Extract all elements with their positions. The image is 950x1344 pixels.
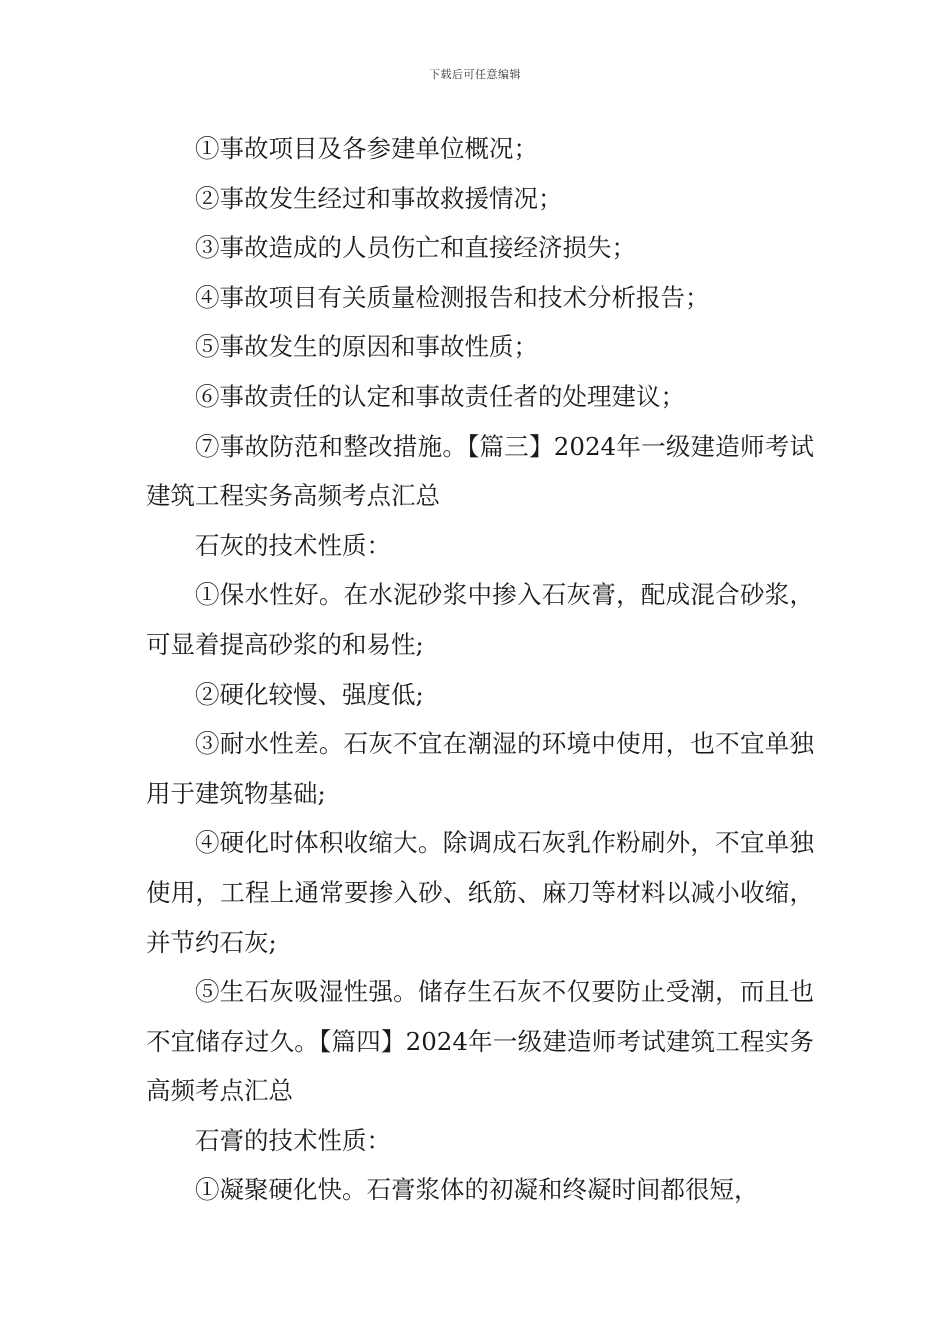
- paragraph-gypsum-heading: 石膏的技术性质：: [195, 1125, 391, 1155]
- paragraph-accident-item-3: ③事故造成的人员伤亡和直接经济损失；: [195, 233, 636, 263]
- paragraph-lime-item-2: ②硬化较慢、强度低;: [195, 679, 424, 709]
- paragraph-accident-item-4: ④事故项目有关质量检测报告和技术分析报告；: [195, 282, 710, 312]
- paragraph-lime-heading: 石灰的技术性质：: [195, 530, 391, 560]
- paragraph-accident-item-2: ②事故发生经过和事故救援情况；: [195, 183, 563, 213]
- paragraph-lime-item-1: ①保水性好。在水泥砂浆中掺入石灰膏，配成混合砂浆，可显着提高砂浆的和易性;: [146, 580, 814, 659]
- paragraph-lime-item-4: ④硬化时体积收缩大。除调成石灰乳作粉刷外，不宜单独使用，工程上通常要掺入砂、纸筋、麻刀等材料以减小收缩，并节约石灰;: [146, 828, 814, 957]
- paragraph-lime-item-3: ③耐水性差。石灰不宜在潮湿的环境中使用，也不宜单独用于建筑物基础;: [146, 729, 814, 808]
- paragraph-lime-item-5-section-four: ⑤生石灰吸湿性强。储存生石灰不仅要防止受潮，而且也不宜储存过久。【篇四】2024年一级建造师考试建筑工程实务高频考点汇总: [146, 977, 814, 1106]
- paragraph-accident-item-5: ⑤事故发生的原因和事故性质；: [195, 332, 538, 362]
- page-header-note: 下载后可任意编辑: [429, 68, 521, 81]
- paragraph-gypsum-item-1: ①凝聚硬化快。石膏浆体的初凝和终凝时间都很短，: [195, 1175, 759, 1205]
- document-body: [146, 124, 814, 1215]
- paragraph-accident-item-6: ⑥事故责任的认定和事故责任者的处理建议；: [195, 381, 685, 411]
- paragraph-accident-item-7-section-three: ⑦事故防范和整改措施。【篇三】2024年一级建造师考试建筑工程实务高频考点汇总: [146, 431, 814, 511]
- paragraph-accident-item-1: ①事故项目及各参建单位概况；: [195, 134, 538, 163]
